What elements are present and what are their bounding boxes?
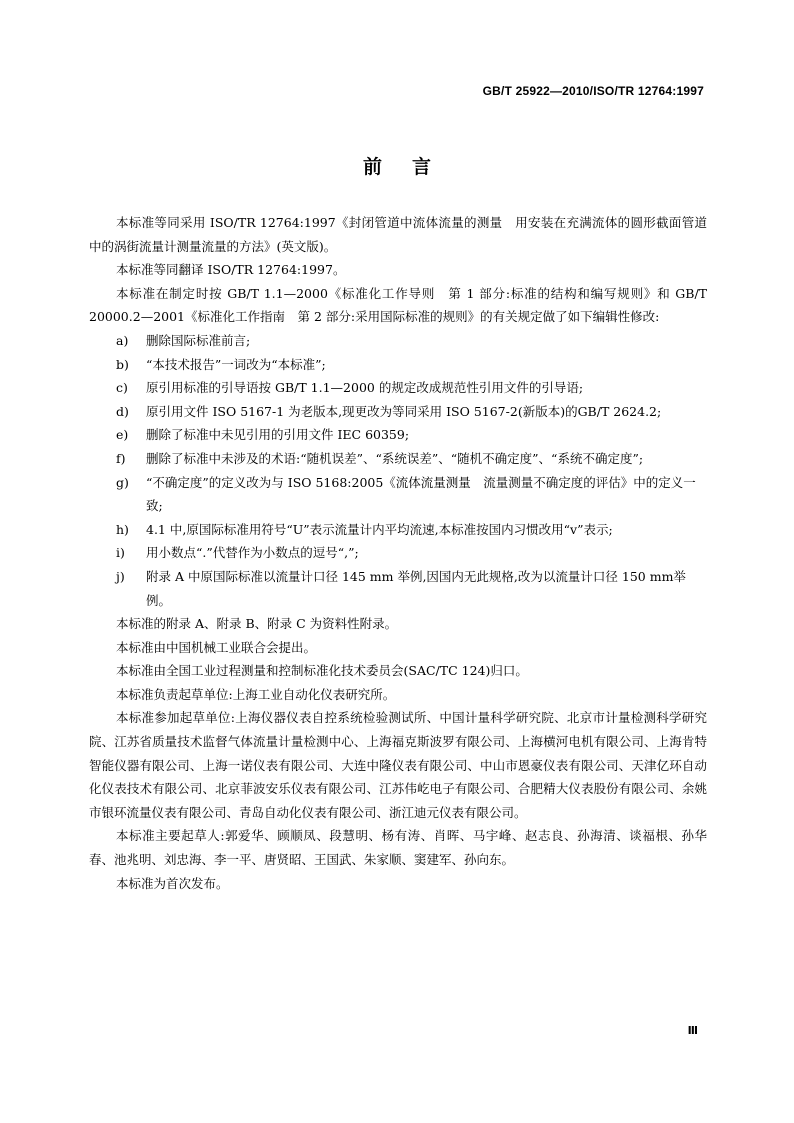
list-item (89, 329, 707, 353)
page-number: Ⅲ (687, 1024, 698, 1037)
item-label: a) (116, 332, 129, 348)
item-text: “本技术报告”一词改为“本标准”; (146, 356, 326, 372)
item-label: j) (116, 568, 125, 584)
list-item (89, 447, 707, 471)
item-label: d) (116, 403, 129, 419)
foreword-body (89, 211, 707, 895)
item-label: c) (116, 380, 128, 396)
paragraph-proposer: 本标准由中国机械工业联合会提出。 (116, 639, 317, 655)
item-text: 原引用文件 ISO 5167-1 为老版本,现更改为等同采用 ISO 5167-2(新版本)的GB/T 2624.2; (146, 403, 662, 419)
paragraph-annexes: 本标准的附录 A、附录 B、附录 C 为资料性附录。 (116, 616, 398, 632)
item-text: 4.1 中,原国际标准用符号“U”表示流量计内平均流速,本标准按国内习惯改用“v”表示; (146, 521, 613, 537)
item-label: f) (116, 450, 126, 466)
item-text: 删除了标准中未涉及的术语:“随机误差”、“系统误差”、“随机不确定度”、“系统不确定度”; (146, 450, 644, 466)
paragraph-editorial: 本标准在制定时按 GB/T 1.1—2000《标准化工作导则 第 1 部分:标准的结构和编写规则》和 GB/T 20000.2—2001《标准化工作指南 第 2 部分:采用国际标准的规则》的有关规定做了如下编辑性修改: (89, 285, 707, 325)
paragraph-first-release: 本标准为首次发布。 (116, 875, 229, 891)
paragraph-lead-drafter: 本标准负责起草单位:上海工业自动化仪表研究所。 (116, 686, 396, 702)
item-text: “不确定度”的定义改为与 ISO 5168:2005《流体流量测量 流量测量不确定度的评估》中的定义一致; (146, 474, 696, 514)
item-text: 附录 A 中原国际标准以流量计口径 145 mm 举例,因国内无此规格,改为以流量计口径 150 mm举例。 (146, 568, 686, 608)
paragraph-drafters: 本标准主要起草人:郭爱华、顾顺凤、段慧明、杨有涛、肖晖、马宇峰、赵志良、孙海清、谈福根、孙华春、池兆明、刘忠海、李一平、唐贤昭、王国武、朱家顺、窦建军、孙向东。 (89, 828, 707, 868)
list-item (89, 518, 707, 542)
item-text: 删除国际标准前言; (146, 332, 251, 348)
item-text: 删除了标准中未见引用的引用文件 IEC 60359; (146, 427, 410, 443)
list-item (89, 541, 707, 565)
paragraph-translation: 本标准等同翻译 ISO/TR 12764:1997。 (116, 262, 346, 278)
standard-code: GB/T 25922—2010/ISO/TR 12764:1997 (482, 84, 704, 98)
list-item (89, 565, 707, 612)
item-label: i) (116, 545, 125, 561)
list-item (89, 471, 707, 518)
list-item (89, 353, 707, 377)
item-text: 用小数点“.”代替作为小数点的逗号“,”; (146, 545, 359, 561)
page-title: 前言 (362, 156, 461, 178)
paragraph-committee: 本标准由全国工业过程测量和控制标准化技术委员会(SAC/TC 124)归口。 (116, 663, 528, 679)
item-label: h) (116, 521, 129, 537)
paragraph-adoption: 本标准等同采用 ISO/TR 12764:1997《封闭管道中流体流量的测量 用安装在充满流体的圆形截面管道中的涡街流量计测量流量的方法》(英文版)。 (89, 215, 707, 254)
item-text: 原引用标准的引导语按 GB/T 1.1—2000 的规定改成规范性引用文件的引导语; (146, 380, 584, 396)
list-item (89, 423, 707, 447)
list-item (89, 376, 707, 400)
paragraph-participants: 本标准参加起草单位:上海仪器仪表自控系统检验测试所、中国计量科学研究院、北京市计量检测科学研究院、江苏省质量技术监督气体流量计量检测中心、上海福克斯波罗有限公司、上海横河电机有限公司、上海肯特智能仪器有限公司、上海一诺仪表有限公司、大连中隆仪表有限公司、中山市恩豪仪表有限公司、天津亿环自动化仪表技术有限公司、北京菲波安乐仪表有限公司、江苏伟屹电子有限公司、合肥精大仪表股份有限公司、余姚市银环流量仪表有限公司、青岛自动化仪表有限公司、浙江迪元仪表有限公司。 (89, 710, 707, 820)
item-label: g) (116, 474, 129, 490)
item-label: e) (116, 427, 129, 443)
list-item (89, 400, 707, 424)
item-label: b) (116, 356, 129, 372)
